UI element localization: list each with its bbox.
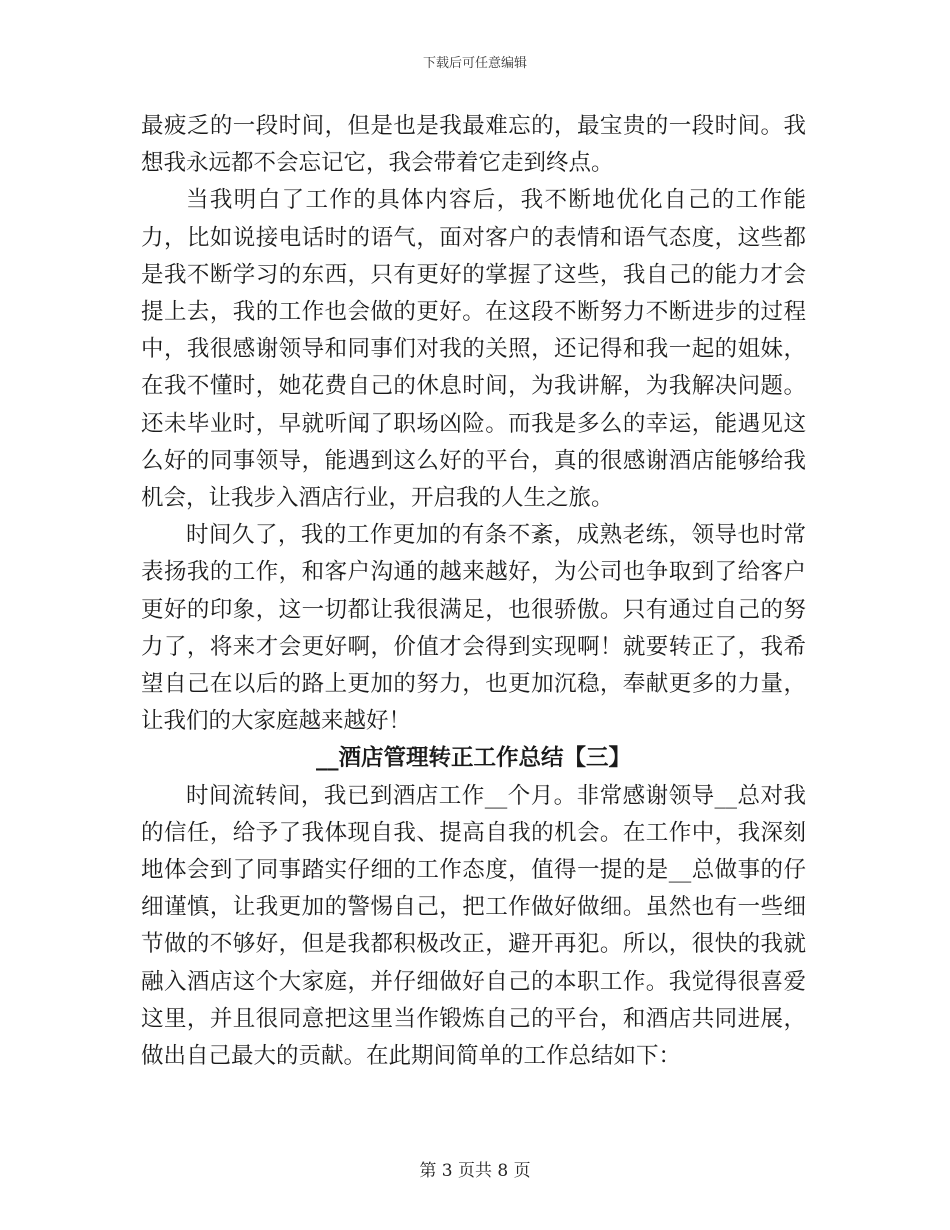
page-number: 第 3 页共 8 页 [419, 1161, 531, 1181]
document-body [141, 108, 806, 1075]
paragraph-section-intro: 时间流转间，我已到酒店工作__个月。非常感谢领导__总对我的信任，给予了我体现自我、提高自我的机会。在工作中，我深刻地体会到了同事踏实仔细的工作态度，值得一提的是__总做事的仔细谨慎，让我更加的警惕自己，把工作做好做细。虽然也有一些细节做的不够好，但是我都积极改正，避开再犯。所以，很快的我就融入酒店这个大家庭，并仔细做好自己的本职工作。我觉得很喜爱这里，并且很同意把这里当作锻炼自己的平台，和酒店共同进展，做出自己最大的贡献。在此期间简单的工作总结如下： [141, 782, 806, 1070]
paragraph-work-ability: 当我明白了工作的具体内容后，我不断地优化自己的工作能力，比如说接电话时的语气，面对客户的表情和语气态度，这些都是我不断学习的东西，只有更好的掌握了这些，我自己的能力才会提上去，我的工作也会做的更好。在这段不断努力不断进步的过程中，我很感谢领导和同事们对我的关照，还记得和我一起的姐妹，在我不懂时，她花费自己的休息时间，为我讲解，为我解决问题。还未毕业时，早就听闻了职场凶险。而我是多么的幸运，能遇见这么好的同事领导，能遇到这么好的平台，真的很感谢酒店能够给我机会，让我步入酒店行业，开启我的人生之旅。 [141, 187, 806, 512]
page-header-note: 下载后可任意编辑 [422, 56, 527, 71]
paragraph-continuation: 最疲乏的一段时间，但是也是我最难忘的，最宝贵的一段时间。我想我永远都不会忘记它，我会带着它走到终点。 [141, 113, 806, 177]
section-title: __酒店管理转正工作总结【三】 [315, 745, 631, 772]
paragraph-time-passed: 时间久了，我的工作更加的有条不紊，成熟老练，领导也时常表扬我的工作，和客户沟通的越来越好，为公司也争取到了给客户更好的印象，这一切都让我很满足，也很骄傲。只有通过自己的努力了，将来才会更好啊，价值才会得到实现啊！就要转正了，我希望自己在以后的路上更加的努力，也更加沉稳，奉献更多的力量，让我们的大家庭越来越好！ [141, 522, 806, 735]
